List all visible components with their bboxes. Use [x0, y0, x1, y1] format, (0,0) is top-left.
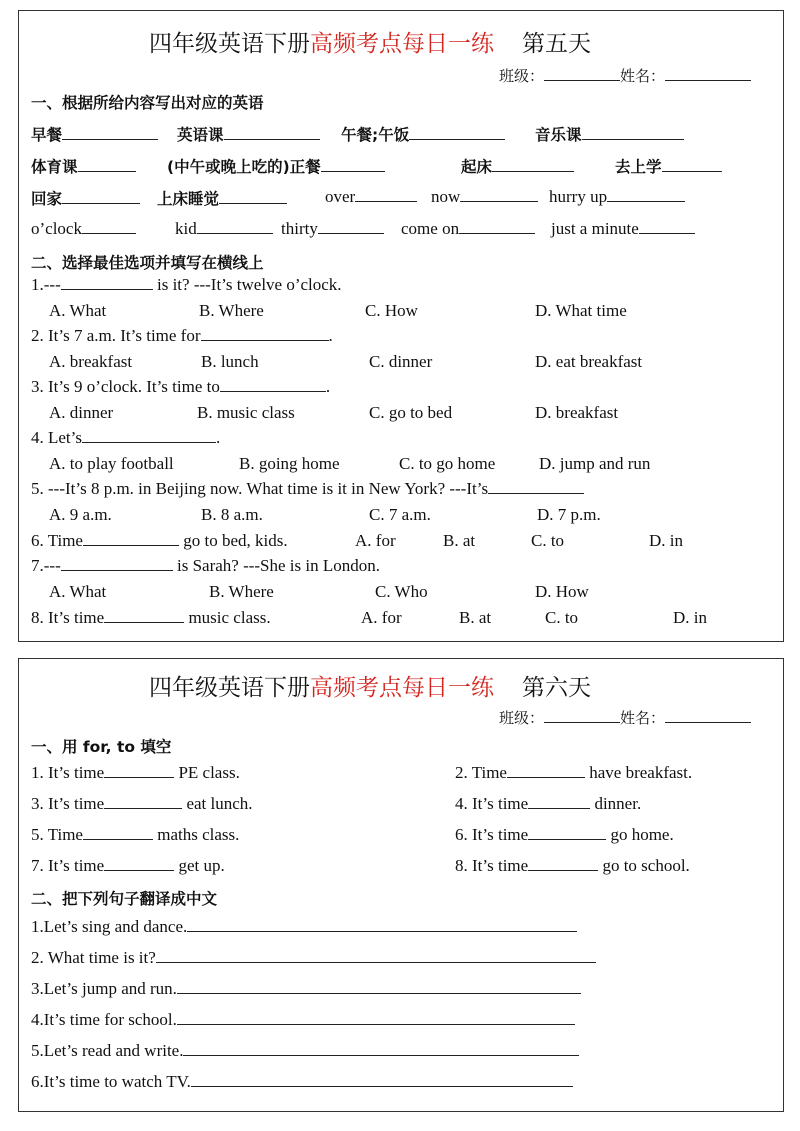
answer-blank[interactable]: [62, 125, 158, 140]
answer-blank[interactable]: [82, 428, 216, 443]
option[interactable]: D. eat breakfast: [535, 352, 643, 371]
option[interactable]: C. 7 a.m.: [369, 505, 431, 524]
option[interactable]: B. Where: [209, 582, 274, 601]
answer-blank[interactable]: [528, 825, 606, 840]
option[interactable]: D. How: [535, 582, 589, 601]
answer-blank[interactable]: [177, 979, 581, 994]
vocab-item: (中午或晚上吃的)正餐: [167, 155, 385, 177]
answer-blank[interactable]: [78, 157, 136, 172]
class-blank[interactable]: [544, 66, 620, 81]
fill-item: 6. It’s time go home.: [455, 825, 674, 844]
answer-blank[interactable]: [224, 125, 320, 140]
answer-blank[interactable]: [507, 763, 585, 778]
option[interactable]: D. jump and run: [539, 454, 651, 473]
worksheet-day5: [18, 10, 784, 642]
vocab-item: 午餐;午饭: [341, 123, 505, 145]
option[interactable]: B. 8 a.m.: [201, 505, 263, 524]
class-name-line: 班级： 姓名：: [499, 707, 751, 728]
option[interactable]: B. music class: [197, 403, 295, 422]
option[interactable]: B. at: [443, 531, 476, 550]
answer-blank[interactable]: [83, 825, 153, 840]
worksheet-title: 四年级英语下册高频考点每日一练 第五天: [149, 31, 591, 57]
vocab-item: 早餐: [31, 123, 158, 145]
fill-item: 7. It’s time get up.: [31, 856, 225, 875]
translate-item: 1.Let’s sing and dance.: [31, 917, 577, 937]
option[interactable]: A. for: [355, 531, 396, 550]
worksheet-title: 四年级英语下册高频考点每日一练 第六天: [149, 675, 591, 701]
answer-blank[interactable]: [187, 917, 577, 932]
answer-blank[interactable]: [460, 187, 538, 202]
option[interactable]: D. in: [649, 531, 683, 550]
vocab-item: o’clock: [31, 219, 136, 239]
answer-blank[interactable]: [459, 219, 535, 234]
option[interactable]: B. going home: [239, 454, 340, 473]
section-1-title: 一、根据所给内容写出对应的英语: [31, 94, 264, 112]
answer-blank[interactable]: [61, 275, 153, 290]
answer-blank[interactable]: [104, 794, 182, 809]
answer-blank[interactable]: [183, 1041, 579, 1056]
answer-blank[interactable]: [582, 125, 684, 140]
vocab-item: come on: [401, 219, 535, 239]
option[interactable]: C. go to bed: [369, 403, 453, 422]
option[interactable]: C. Who: [375, 582, 428, 601]
vocab-item: kid: [175, 219, 273, 239]
answer-blank[interactable]: [83, 531, 179, 546]
option[interactable]: A. What: [49, 301, 107, 320]
vocab-item: 上床睡觉: [157, 187, 287, 209]
answer-blank[interactable]: [191, 1072, 573, 1087]
answer-blank[interactable]: [639, 219, 695, 234]
answer-blank[interactable]: [409, 125, 505, 140]
option[interactable]: A. What: [49, 582, 107, 601]
question-7: 7.--- is Sarah? ---She is in London.: [31, 556, 381, 575]
fill-item: 5. Time maths class.: [31, 825, 240, 844]
answer-blank[interactable]: [528, 856, 598, 871]
vocab-item: 起床: [461, 155, 574, 177]
question-5: 5. ---It’s 8 p.m. in Beijing now. What time is it in New York? ---It’s: [31, 479, 584, 499]
option[interactable]: C. to go home: [399, 454, 496, 473]
option[interactable]: A. to play football: [49, 454, 174, 473]
answer-blank[interactable]: [201, 326, 329, 341]
answer-blank[interactable]: [156, 948, 596, 963]
vocab-item: just a minute: [551, 219, 695, 239]
answer-blank[interactable]: [61, 556, 173, 571]
option[interactable]: C. to: [531, 531, 565, 550]
fill-item: 4. It’s time dinner.: [455, 794, 642, 813]
option[interactable]: A. dinner: [49, 403, 114, 422]
option[interactable]: C. dinner: [369, 352, 433, 371]
answer-blank[interactable]: [197, 219, 273, 234]
option[interactable]: C. to: [545, 608, 579, 627]
fill-item: 1. It’s time PE class.: [31, 763, 240, 782]
question-3: 3. It’s 9 o’clock. It’s time to .: [31, 377, 331, 396]
answer-blank[interactable]: [62, 189, 140, 204]
option[interactable]: B. lunch: [201, 352, 259, 371]
option[interactable]: D. in: [673, 608, 707, 627]
answer-blank[interactable]: [321, 157, 385, 172]
answer-blank[interactable]: [220, 377, 326, 392]
vocab-item: over: [325, 187, 417, 207]
fill-item: 2. Time have breakfast.: [455, 763, 693, 782]
section-2-title: 二、选择最佳选项并填写在横线上: [31, 254, 264, 272]
option[interactable]: A. 9 a.m.: [49, 505, 112, 524]
answer-blank[interactable]: [104, 856, 174, 871]
vocab-item: 英语课: [177, 123, 320, 145]
answer-blank[interactable]: [104, 608, 184, 623]
option[interactable]: D. 7 p.m.: [537, 505, 601, 524]
question-2: 2. It’s 7 a.m. It’s time for .: [31, 326, 333, 345]
class-name-line: 班级： 姓名：: [499, 65, 751, 86]
option[interactable]: D. breakfast: [535, 403, 619, 422]
option[interactable]: B. at: [459, 608, 492, 627]
translate-item: 6.It’s time to watch TV.: [31, 1072, 573, 1092]
answer-blank[interactable]: [607, 187, 685, 202]
answer-blank[interactable]: [177, 1010, 575, 1025]
class-blank[interactable]: [544, 708, 620, 723]
section-1-title: 一、用 for, to 填空: [31, 738, 172, 756]
vocab-item: 去上学: [615, 155, 722, 177]
question-8: 8. It’s time music class.: [31, 608, 271, 627]
option[interactable]: B. Where: [199, 301, 264, 320]
fill-item: 8. It’s time go to school.: [455, 856, 690, 875]
option[interactable]: A. breakfast: [49, 352, 133, 371]
option[interactable]: C. How: [365, 301, 418, 320]
answer-blank[interactable]: [528, 794, 590, 809]
vocab-item: 音乐课: [535, 123, 684, 145]
name-blank[interactable]: [665, 708, 751, 723]
translate-item: 2. What time is it?: [31, 948, 596, 968]
answer-blank[interactable]: [104, 763, 174, 778]
answer-blank[interactable]: [318, 219, 384, 234]
answer-blank[interactable]: [82, 219, 136, 234]
answer-blank[interactable]: [355, 187, 417, 202]
option[interactable]: A. for: [361, 608, 402, 627]
translate-item: 3.Let’s jump and run.: [31, 979, 581, 999]
vocab-item: now: [431, 187, 538, 207]
translate-item: 5.Let’s read and write.: [31, 1041, 579, 1061]
option[interactable]: D. What time: [535, 301, 627, 320]
worksheet-day6: [18, 658, 784, 1112]
question-4: 4. Let’s .: [31, 428, 221, 447]
question-6: 6. Time go to bed, kids.: [31, 531, 288, 550]
translate-item: 4.It’s time for school.: [31, 1010, 575, 1030]
answer-blank[interactable]: [492, 157, 574, 172]
section-2-title: 二、把下列句子翻译成中文: [31, 890, 218, 908]
answer-blank[interactable]: [219, 189, 287, 204]
question-1: 1.--- is it? ---It’s twelve o’clock.: [31, 275, 342, 294]
vocab-item: 回家: [31, 187, 140, 209]
fill-item: 3. It’s time eat lunch.: [31, 794, 253, 813]
answer-blank[interactable]: [488, 479, 584, 494]
name-blank[interactable]: [665, 66, 751, 81]
vocab-item: hurry up: [549, 187, 685, 207]
answer-blank[interactable]: [662, 157, 722, 172]
vocab-item: 体育课: [31, 155, 136, 177]
vocab-item: thirty: [281, 219, 384, 239]
